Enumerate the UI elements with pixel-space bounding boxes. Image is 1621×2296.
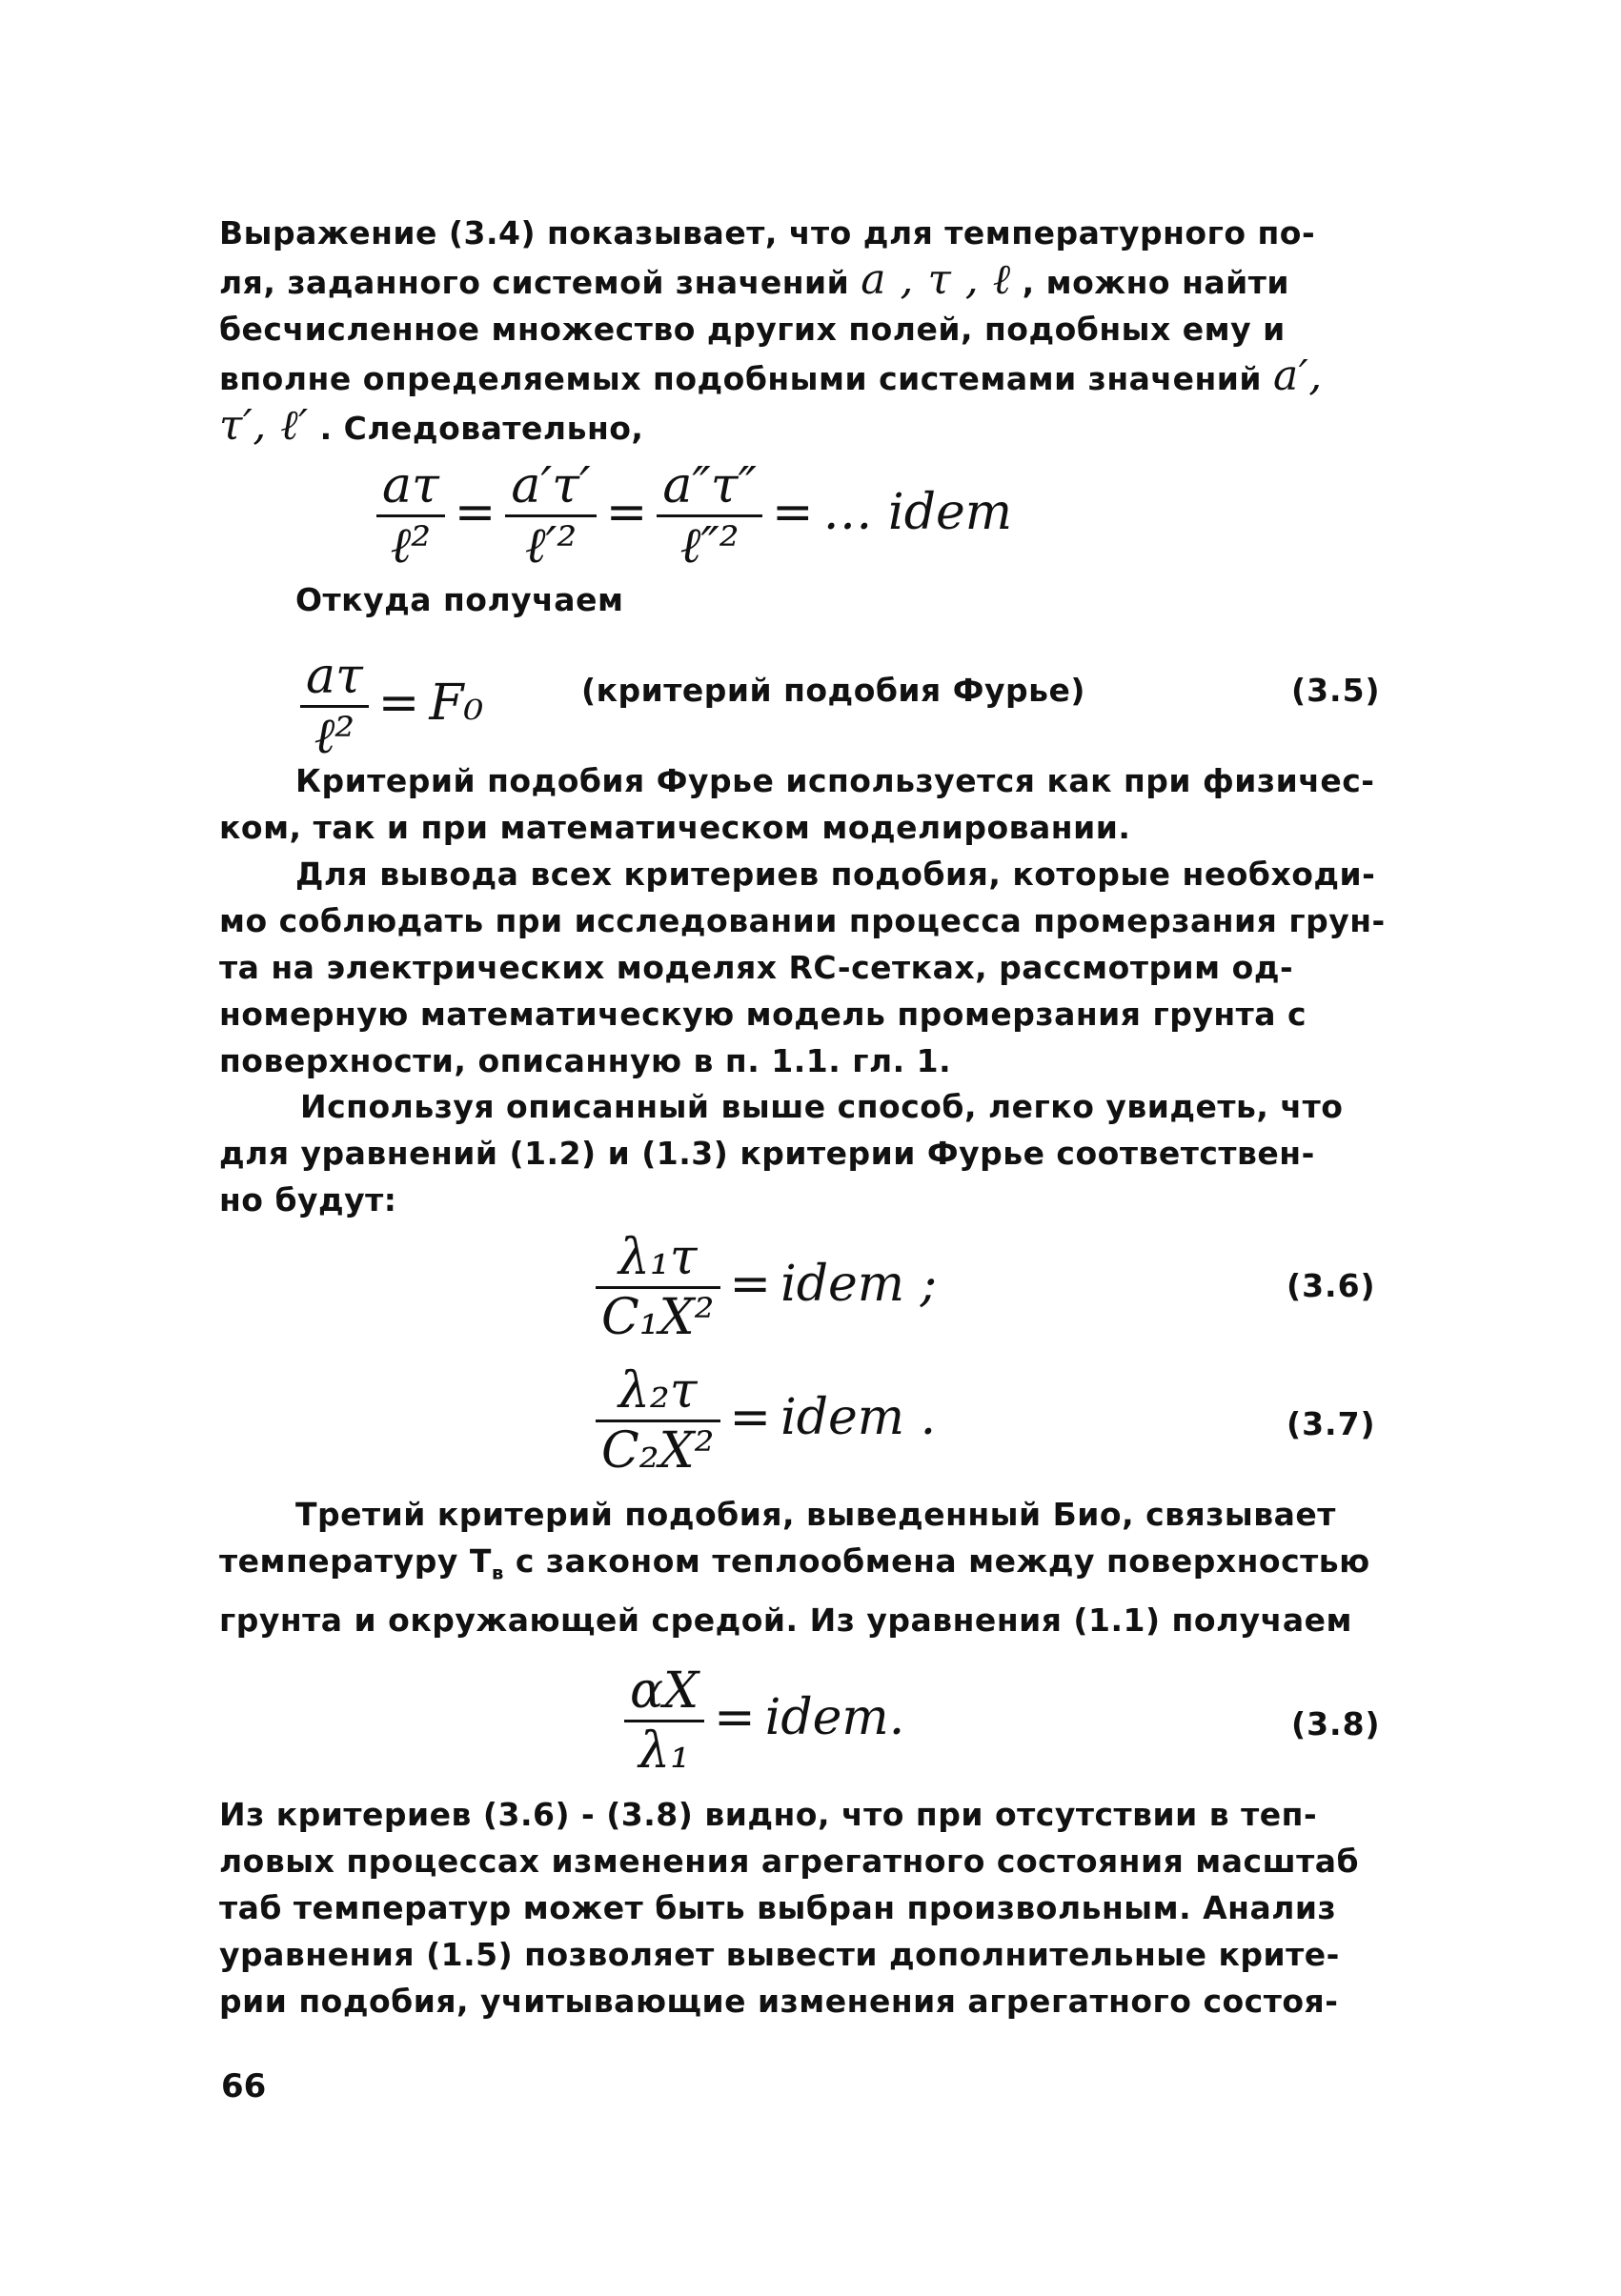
text-line: Для вывода всех критериев подобия, которые необходи- [295, 856, 1376, 893]
equation-number: (3.5) [1291, 672, 1381, 709]
formula-3-8: $\frac{\alpha X}{\text{λ₁}}$ = idem. [624, 1662, 904, 1780]
text-line: Откуда получаем [295, 581, 624, 618]
text-line: Третий критерий подобия, выведенный Био, связывает [295, 1496, 1336, 1533]
formula-rhs: idem ; [780, 1256, 938, 1313]
denominator: ℓ″² [679, 517, 740, 574]
equation-number: (3.6) [1287, 1267, 1376, 1304]
text-line: уравнения (1.5) позволяет вывести дополнительные крите- [219, 1936, 1340, 1973]
numerator: aτ [376, 457, 445, 517]
formula-rhs: idem . [780, 1389, 937, 1446]
text-line: номерную математическую модель промерзания грунта с [219, 996, 1307, 1033]
text-line: для уравнений (1.2) и (1.3) критерии Фурье соответствен- [219, 1135, 1315, 1172]
formula-tail: … idem [822, 484, 1013, 541]
numerator: λ₂τ [596, 1362, 720, 1422]
symbol-a-prime: a′, [1273, 352, 1323, 400]
text-line [219, 352, 1420, 402]
numerator: a′τ′ [505, 457, 596, 517]
text-line: мо соблюдать при исследовании процесса промерзания грун- [219, 902, 1386, 939]
fraction [624, 1662, 704, 1780]
text-fragment: с законом теплообмена между поверхностью [503, 1542, 1370, 1580]
paragraph-method [219, 1083, 1420, 1223]
text-line: грунта и окружающей средой. Из уравнения (1.1) получаем [219, 1601, 1352, 1639]
text-line: Используя описанный выше способ, легко увидеть, что [300, 1088, 1344, 1125]
page-number: 66 [221, 2067, 267, 2105]
fraction [300, 648, 369, 765]
text-line [219, 402, 1420, 452]
denominator: ℓ² [314, 708, 355, 765]
text-line: ловых процессах изменения агрегатного состояния масштаб [219, 1843, 1360, 1880]
paragraph-hence [295, 576, 1496, 623]
numerator: a″τ″ [657, 457, 762, 517]
symbol-set-prime: τ′, ℓ′ [219, 401, 309, 450]
text-line: Выражение (3.4) показывает, что для температурного по- [219, 214, 1316, 252]
paragraph-conclusion [219, 1791, 1420, 2024]
fourier-criterion-note: (критерий подобия Фурье) [581, 672, 1085, 709]
text-line: таб температур может быть выбран произвольным. Анализ [219, 1889, 1337, 1926]
fraction [505, 457, 596, 574]
text-line: поверхности, описанную в п. 1.1. гл. 1. [219, 1042, 952, 1079]
text-fragment: , можно найти [1022, 264, 1290, 301]
denominator: ℓ′² [524, 517, 577, 574]
text-fragment: температуру T [219, 1542, 492, 1580]
text-line: Критерий подобия Фурье используется как при физичес- [295, 762, 1375, 799]
fraction [657, 457, 762, 574]
text-line: Из критериев (3.6) - (3.8) видно, что при отсутствии в теп- [219, 1796, 1318, 1833]
formula-3-6: $\frac{\text{λ₁τ}}{\text{C₁X²}}$ = idem ; [596, 1229, 937, 1346]
text-fragment: ля, заданного системой значений [219, 264, 850, 301]
formula-fourier: $\frac{a\tau}{\text{ℓ²}}$ = F₀ [300, 648, 483, 765]
symbol-set: a , τ , ℓ [861, 255, 1011, 304]
text-line: рии подобия, учитывающие изменения агрегатного состоя- [219, 1983, 1339, 2020]
fraction [376, 457, 445, 574]
text-fragment: . Следовательно, [319, 410, 644, 447]
subscript: в [491, 1561, 504, 1584]
text-line [219, 256, 1420, 306]
denominator: ℓ² [390, 517, 432, 574]
paragraph-derivation [219, 851, 1420, 1084]
text-fragment: вполне определяемых подобными системами значений [219, 360, 1263, 397]
paragraph-intro [219, 210, 1420, 452]
formula-3-7: $\frac{\text{λ₂τ}}{\text{C₂X²}}$ = idem . [596, 1362, 936, 1480]
text-line: ком, так и при математическом моделировании. [219, 809, 1131, 846]
paragraph-fourier-usage [219, 757, 1420, 851]
text-line: та на электрических моделях RC-сетках, рассмотрим од- [219, 949, 1294, 986]
formula-rhs: F₀ [429, 675, 484, 732]
equation-number: (3.8) [1291, 1705, 1381, 1742]
fraction [596, 1229, 720, 1346]
numerator: αX [624, 1662, 704, 1722]
fraction [596, 1362, 720, 1480]
text-line [219, 1538, 1420, 1597]
text-line: бесчисленное множество других полей, подобных ему и [219, 311, 1286, 348]
text-line: но будут: [219, 1181, 397, 1218]
paragraph-biot [219, 1491, 1420, 1643]
numerator: aτ [300, 648, 369, 708]
equation-number: (3.7) [1287, 1405, 1376, 1442]
denominator: C₂X² [601, 1422, 715, 1480]
denominator: C₁X² [601, 1289, 715, 1346]
formula-rhs: idem. [764, 1689, 905, 1746]
formula-similarity-chain: $\frac{a\tau}{\text{ℓ²}}$ = $\frac{a'\tau'}{\text{ℓ′²}}$ = $\frac{a''\tau''}{\text{ℓ″²}}$ = … idem [376, 457, 1012, 574]
denominator: λ₁ [638, 1722, 690, 1780]
numerator: λ₁τ [596, 1229, 720, 1289]
